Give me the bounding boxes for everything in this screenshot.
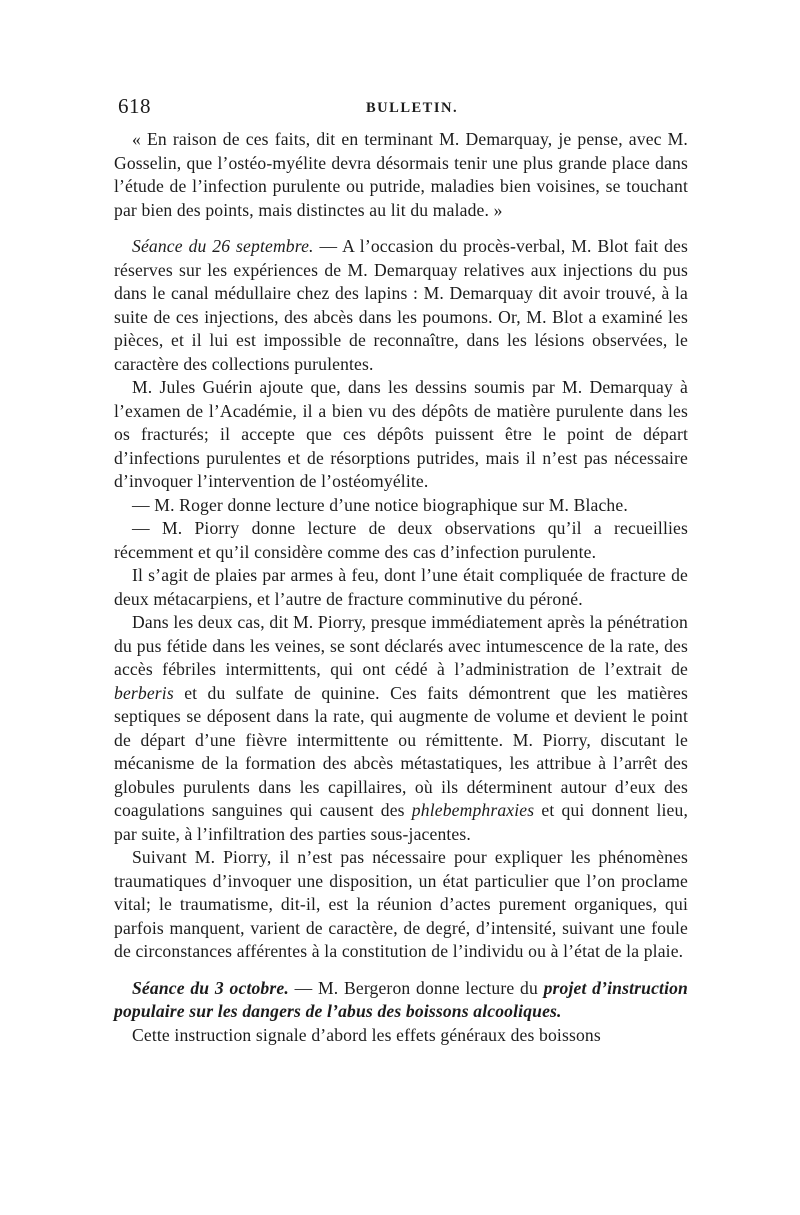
running-head: BULLETIN.: [366, 100, 459, 116]
term-phlebemphraxies: phlebemphraxies: [411, 800, 535, 820]
session-date: Séance du 26 septembre.: [132, 236, 314, 256]
paragraph-text: — A l’occasion du procès-verbal, M. Blot fait des réserves sur les expériences de M. Demarquay relatives aux injections du pus dans le canal médullaire chez des lapins : M. Demarquay dit avoir trouvé, à la suite de ces injections, des abcès dans les poumons. Or, M. Blot a examiné les pièces, et il lui est impossible de reconnaître, dans les lésions observées, le caractère des collections purulentes.: [114, 236, 688, 374]
paragraph-wounds: Il s’agit de plaies par armes à feu, dont l’une était compliquée de fracture de deux métacarpiens, et l’autre de fracture comminutive du péroné.: [114, 565, 688, 609]
session-date: Séance du 3 octobre.: [132, 977, 289, 998]
paragraph-guerin: M. Jules Guérin ajoute que, dans les dessins soumis par M. Demarquay à l’examen de l’Académie, il a bien vu des dépôts de matière purulente dans les os fracturés; il accepte que ces dépôts puissent être le point de départ d’infections purulentes et de résorptions putrides, mais il n’est pas nécessaire d’invoquer l’intervention de l’ostéomyélite.: [114, 377, 688, 491]
paragraph-demarquay-quote: « En raison de ces faits, dit en terminant M. Demarquay, je pense, avec M. Gosselin, que l’ostéo-myélite devra désormais tenir une plus grande place dans l’étude de l’infection purulente ou putride, maladies bien voisines, se touchant par bien des points, mais distinctes au lit du malade. »: [114, 129, 688, 220]
paragraph-session-26-september: [114, 235, 688, 376]
paragraph-piorry-spleen: [114, 611, 688, 846]
paragraph-instruction: Cette instruction signale d’abord les effets généraux des boissons: [132, 1024, 601, 1045]
project-title: projet d’instruction populaire sur les dangers de l’abus des boissons alcooliques.: [114, 977, 688, 1021]
page-number: 618: [118, 94, 151, 118]
term-berberis: berberis: [114, 682, 174, 703]
page-body: [114, 128, 688, 1047]
paragraph-piorry-observations: — M. Piorry donne lecture de deux observations qu’il a recueillies récemment et qu’il considère comme des cas d’infection purulente.: [114, 518, 688, 562]
page-header: [118, 94, 686, 124]
paragraph-session-3-october: [114, 977, 688, 1024]
paragraph-text: Dans les deux cas, dit M. Piorry, presque immédiatement après la pénétration du pus fétide dans les veines, se sont déclarés avec intumescence de la rate, des accès fébriles intermittents, qui ont cédé à l’administration de l’extrait de: [114, 612, 688, 679]
paragraph-piorry-trauma: Suivant M. Piorry, il n’est pas nécessaire pour expliquer les phénomènes traumatiques d’invoquer une disposition, un état particulier que l’on proclame vital; le traumatisme, dit-il, est la réunion d’actes purement organiques, qui parfois manquent, varient de caractère, de degré, d’intensité, suivant une foule de circonstances afférentes à la constitution de l’individu ou à l’état de la plaie.: [114, 847, 688, 961]
paragraph-text: et du sulfate de quinine. Ces faits démontrent que les matières septiques se déposent dans la rate, qui augmente de volume et devient le point de départ d’une fièvre intermittente ou rémittente. M. Piorry, discutant le mécanisme de la formation des abcès métastatiques, les attribue à l’arrêt des globules purulents dans les capillaires, où ils déterminent autour d’eux des coagulations sanguines qui causent des: [114, 682, 688, 820]
paragraph-text: — M. Bergeron donne lecture du: [288, 977, 544, 998]
paragraph-text: et qui donnent lieu, par suite, à l’infiltration des parties sous-jacentes.: [114, 800, 688, 844]
paragraph-roger: — M. Roger donne lecture d’une notice biographique sur M. Blache.: [132, 494, 628, 515]
